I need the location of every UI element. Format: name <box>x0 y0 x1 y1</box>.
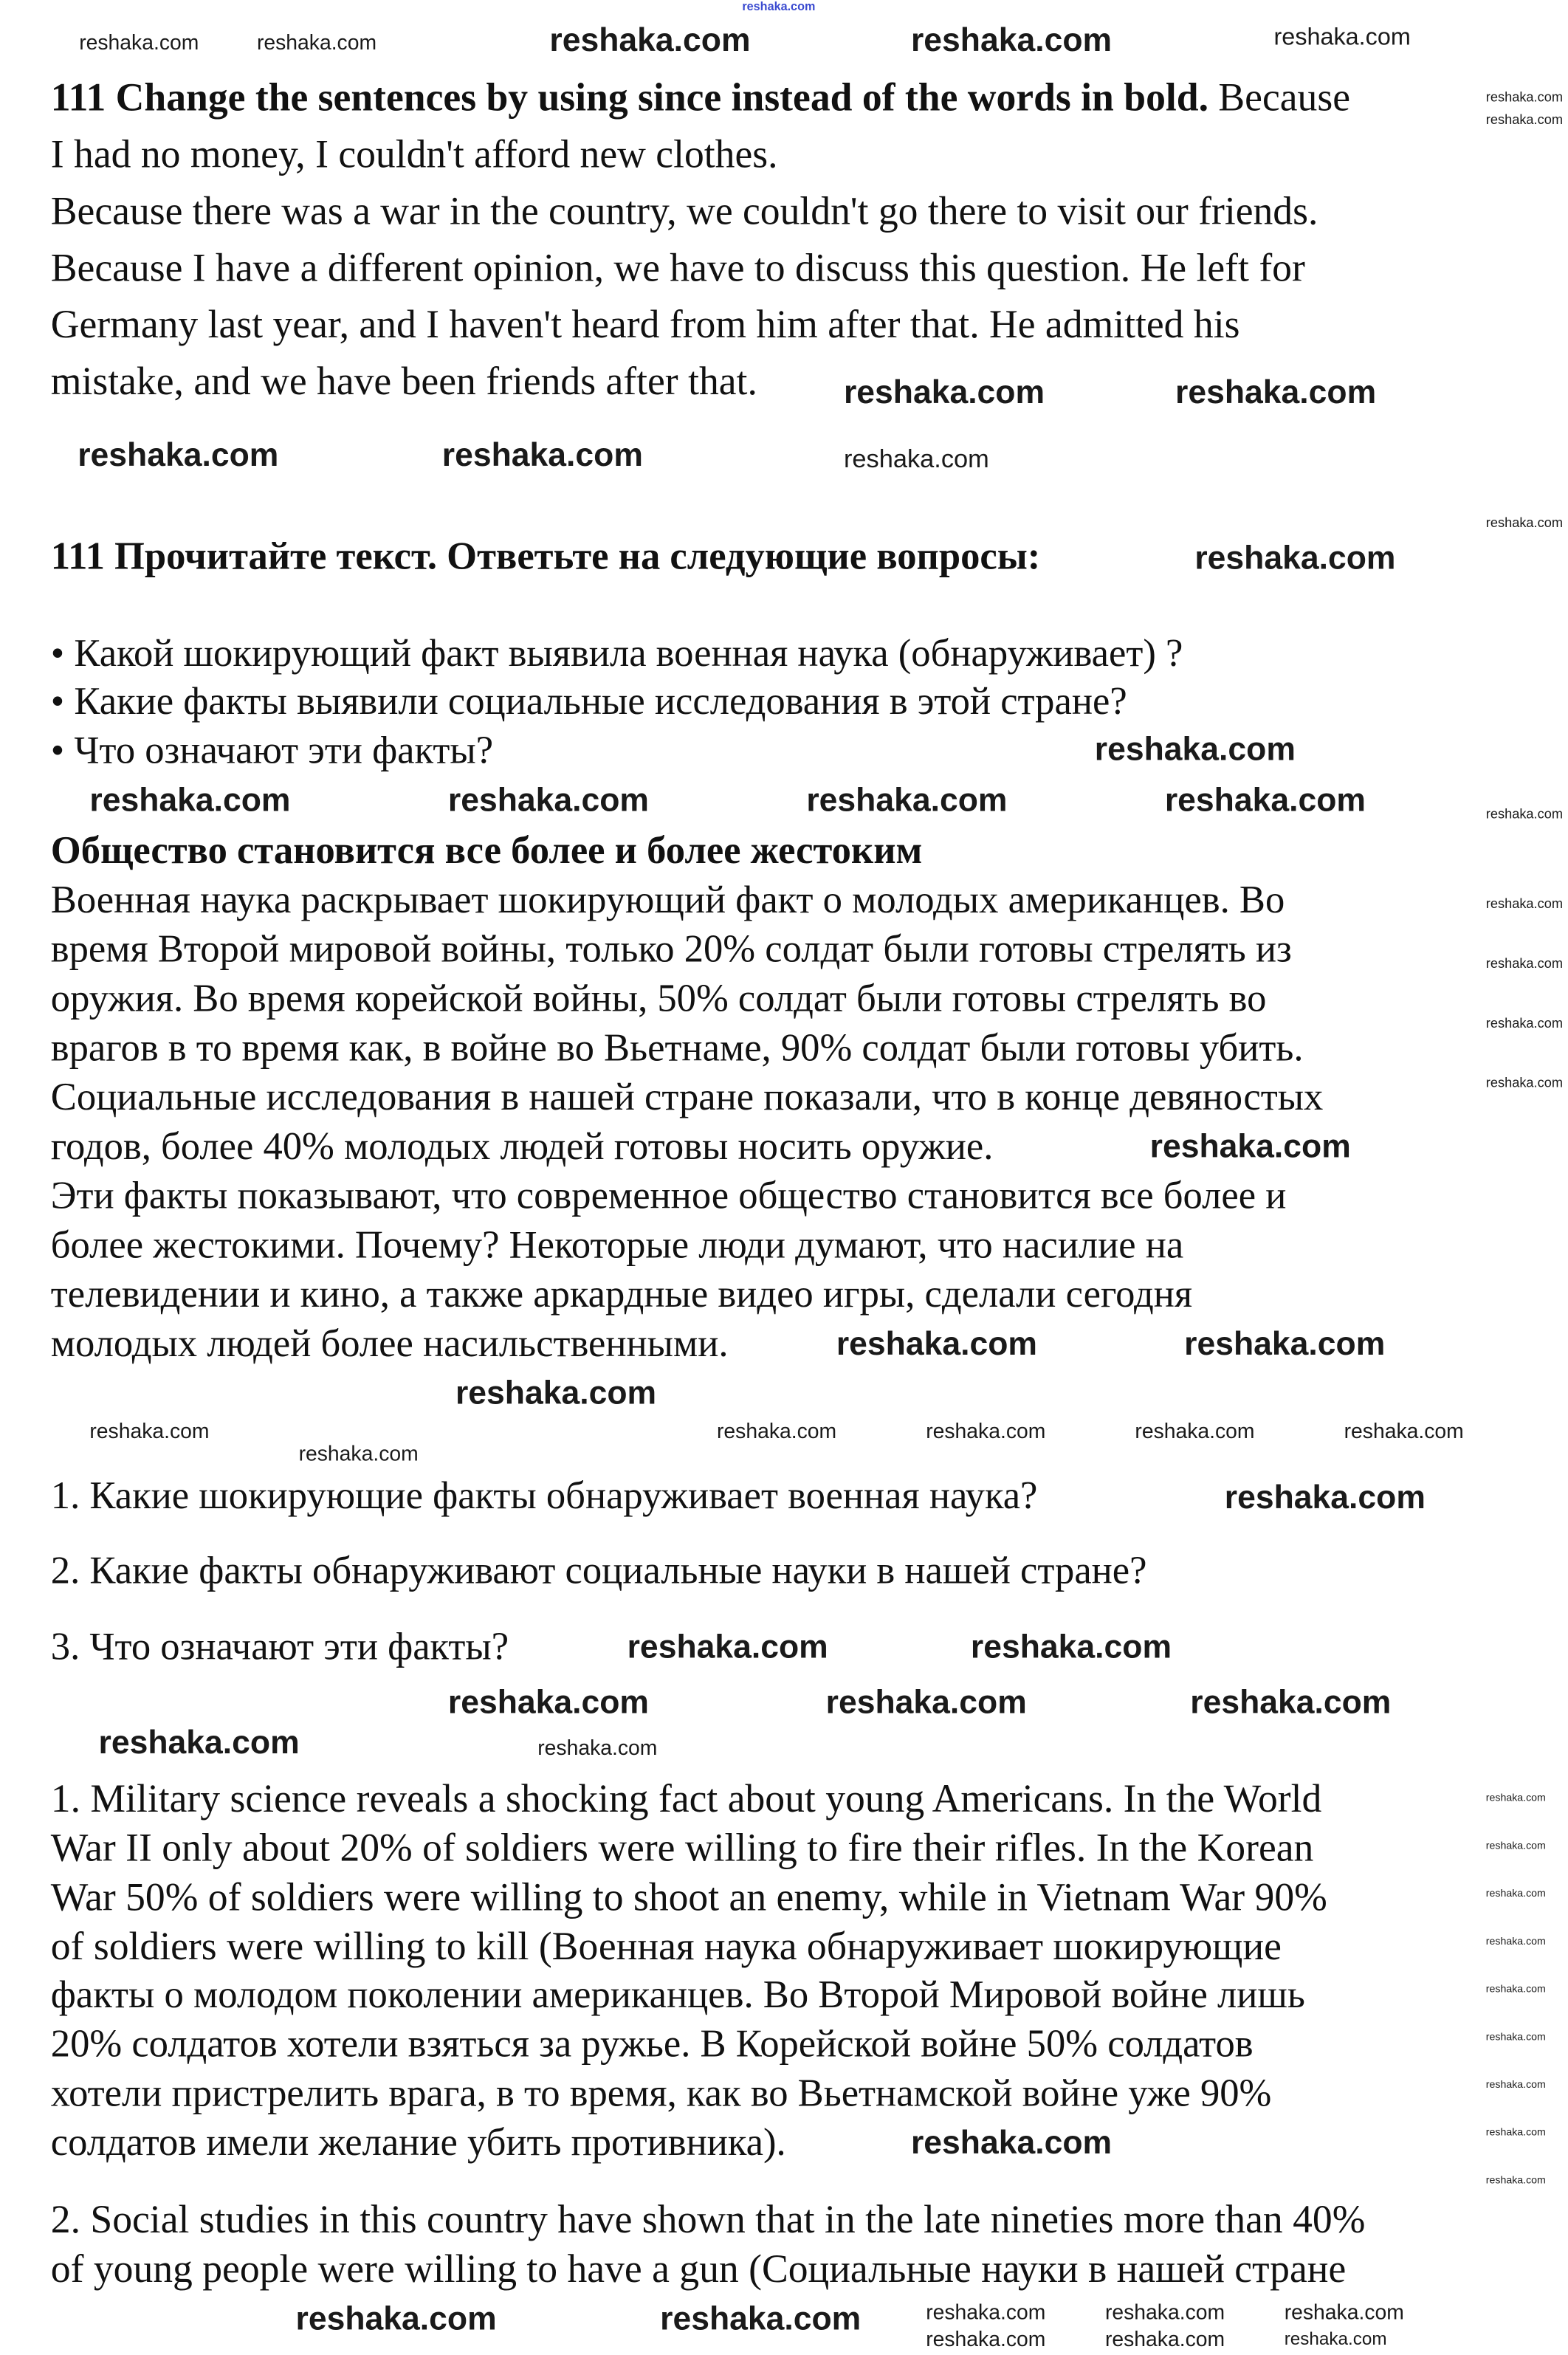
text-line: более жестокими. Почему? Некоторые люди думают, что насилие на <box>50 1223 1184 1267</box>
watermark: reshaka.com <box>742 0 816 14</box>
text-line: Because I have a different opinion, we have to discuss this question. He left for <box>50 244 1305 290</box>
watermark: reshaka.com <box>660 2300 862 2337</box>
text-line: оружия. Во время корейской войны, 50% солдат были готовы стрелять во <box>50 976 1267 1020</box>
watermark: reshaka.com <box>910 21 1113 58</box>
watermark: reshaka.com <box>1149 1127 1351 1165</box>
watermark: reshaka.com <box>1485 895 1564 911</box>
watermark: reshaka.com <box>1485 1841 1546 1852</box>
watermark: reshaka.com <box>1485 2032 1546 2043</box>
watermark: reshaka.com <box>1485 955 1564 971</box>
watermark: reshaka.com <box>1175 373 1377 411</box>
watermark: reshaka.com <box>89 780 291 819</box>
watermark: reshaka.com <box>1273 25 1411 51</box>
text-line: Социальные исследования в нашей стране показали, что в конце девяностых <box>50 1075 1324 1119</box>
bullet-item: • Какие факты выявили социальные исследования в этой стране? <box>50 679 1127 723</box>
watermark: reshaka.com <box>447 780 650 819</box>
watermark: reshaka.com <box>549 21 751 58</box>
answer-line: солдатов имели желание убить противника). <box>50 2120 786 2165</box>
watermark: reshaka.com <box>843 444 989 474</box>
exercise-title-rest: Because <box>1208 75 1351 120</box>
watermark: reshaka.com <box>1094 730 1296 768</box>
watermark: reshaka.com <box>910 2123 1113 2162</box>
text-line: Because there was a war in the country, we couldn't go there to visit our friends. <box>50 188 1318 233</box>
watermark: reshaka.com <box>627 1627 828 1665</box>
watermark: reshaka.com <box>1224 1478 1426 1516</box>
section-heading: 111 Прочитайте текст. Ответьте на следующие вопросы: <box>50 534 1041 578</box>
watermark: reshaka.com <box>716 1418 837 1443</box>
exercise-title-bold: 111 Change the sentences by using since instead of the words in bold. <box>50 75 1209 120</box>
question: 2. Какие факты обнаруживают социальные науки в нашей стране? <box>50 1548 1147 1592</box>
watermark: reshaka.com <box>537 1735 658 1759</box>
answer-line: 2. Social studies in this country have shown that in the late nineties more than 40% <box>50 2196 1366 2242</box>
watermark: reshaka.com <box>1485 806 1564 822</box>
watermark: reshaka.com <box>1485 2080 1546 2091</box>
watermark: reshaka.com <box>1485 2176 1546 2187</box>
answer-line: of soldiers were willing to kill (Военная наука обнаруживает шокирующие <box>50 1923 1282 1969</box>
watermark: reshaka.com <box>1485 1888 1546 1900</box>
watermark: reshaka.com <box>843 373 1045 411</box>
watermark: reshaka.com <box>1485 2128 1546 2139</box>
watermark: reshaka.com <box>1164 780 1366 819</box>
exercise-title <box>51 73 1350 121</box>
text-line: врагов в то время как, в войне во Вьетнаме, 90% солдат были готовы убить. <box>50 1025 1304 1070</box>
watermark: reshaka.com <box>441 436 643 474</box>
watermark: reshaka.com <box>89 1418 210 1443</box>
watermark: reshaka.com <box>1104 2300 1225 2324</box>
watermark: reshaka.com <box>1485 515 1564 531</box>
text-line: телевидении и кино, а также аркардные видео игры, сделали сегодня <box>50 1272 1193 1316</box>
answer-line: of young people were willing to have a gun (Социальные науки в нашей стране <box>50 2246 1347 2292</box>
text-title: Общество становится все более и более жестоким <box>50 828 923 873</box>
watermark: reshaka.com <box>1344 1418 1464 1443</box>
watermark: reshaka.com <box>1194 539 1396 577</box>
answer-line: 20% солдатов хотели взяться за ружье. В Корейской войне 50% солдатов <box>50 2022 1254 2066</box>
watermark: reshaka.com <box>78 436 279 474</box>
text-line: I had no money, I couldn't afford new clothes. <box>50 131 778 176</box>
watermark: reshaka.com <box>298 1441 419 1465</box>
text-line: mistake, and we have been friends after that. <box>50 358 757 404</box>
watermark: reshaka.com <box>1284 2300 1404 2324</box>
answer-line: War II only about 20% of soldiers were willing to fire their rifles. In the Korean <box>50 1824 1314 1870</box>
answer-line: факты о молодом поколении американцев. Во Второй Мировой войне лишь <box>50 1973 1305 2016</box>
watermark: reshaka.com <box>1485 89 1564 105</box>
text-line: годов, более 40% молодых людей готовы носить оружие. <box>50 1124 994 1168</box>
text-line: Germany last year, and I haven't heard from him after that. He admitted his <box>50 301 1240 347</box>
watermark: reshaka.com <box>1135 1418 1255 1443</box>
text-line: Эти факты показывают, что современное общество становится все более и <box>50 1173 1287 1217</box>
watermark: reshaka.com <box>1485 1015 1564 1031</box>
watermark: reshaka.com <box>1190 1682 1392 1721</box>
answer-line: 1. Military science reveals a shocking fact about young Americans. In the World <box>50 1775 1322 1821</box>
watermark: reshaka.com <box>1284 2328 1387 2350</box>
watermark: reshaka.com <box>1104 2326 1225 2351</box>
watermark: reshaka.com <box>256 30 377 54</box>
watermark: reshaka.com <box>455 1374 657 1412</box>
question: 3. Что означают эти факты? <box>50 1624 509 1668</box>
watermark: reshaka.com <box>79 30 199 54</box>
watermark: reshaka.com <box>447 1682 650 1721</box>
answer-line: хотели пристрелить врага, в то время, как во Вьетнамской войне уже 90% <box>50 2071 1272 2115</box>
watermark: reshaka.com <box>1485 1936 1546 1947</box>
text-line: время Второй мировой войны, только 20% солдат были готовы стрелять из <box>50 927 1292 971</box>
bullet-item: • Что означают эти факты? <box>50 729 494 772</box>
watermark: reshaka.com <box>825 1682 1027 1721</box>
answer-line: War 50% of soldiers were willing to shoot an enemy, while in Vietnam War 90% <box>50 1874 1327 1919</box>
watermark: reshaka.com <box>1485 111 1564 127</box>
watermark: reshaka.com <box>1485 1793 1546 1804</box>
bullet-item: • Какой шокирующий факт выявила военная наука (обнаруживает) ? <box>50 631 1183 675</box>
watermark: reshaka.com <box>98 1723 300 1761</box>
watermark: reshaka.com <box>926 2326 1046 2351</box>
text-line: молодых людей более насильственными. <box>50 1321 729 1365</box>
watermark: reshaka.com <box>1184 1324 1386 1362</box>
watermark: reshaka.com <box>836 1324 1037 1362</box>
watermark: reshaka.com <box>1485 1075 1564 1090</box>
watermark: reshaka.com <box>295 2300 497 2337</box>
watermark: reshaka.com <box>926 2300 1046 2324</box>
watermark: reshaka.com <box>1485 1984 1546 1995</box>
watermark: reshaka.com <box>926 1418 1046 1443</box>
watermark: reshaka.com <box>806 780 1008 819</box>
watermark: reshaka.com <box>970 1627 1172 1665</box>
question: 1. Какие шокирующие факты обнаруживает военная наука? <box>50 1474 1038 1518</box>
text-line: Военная наука раскрывает шокирующий факт о молодых американцев. Во <box>50 878 1285 922</box>
